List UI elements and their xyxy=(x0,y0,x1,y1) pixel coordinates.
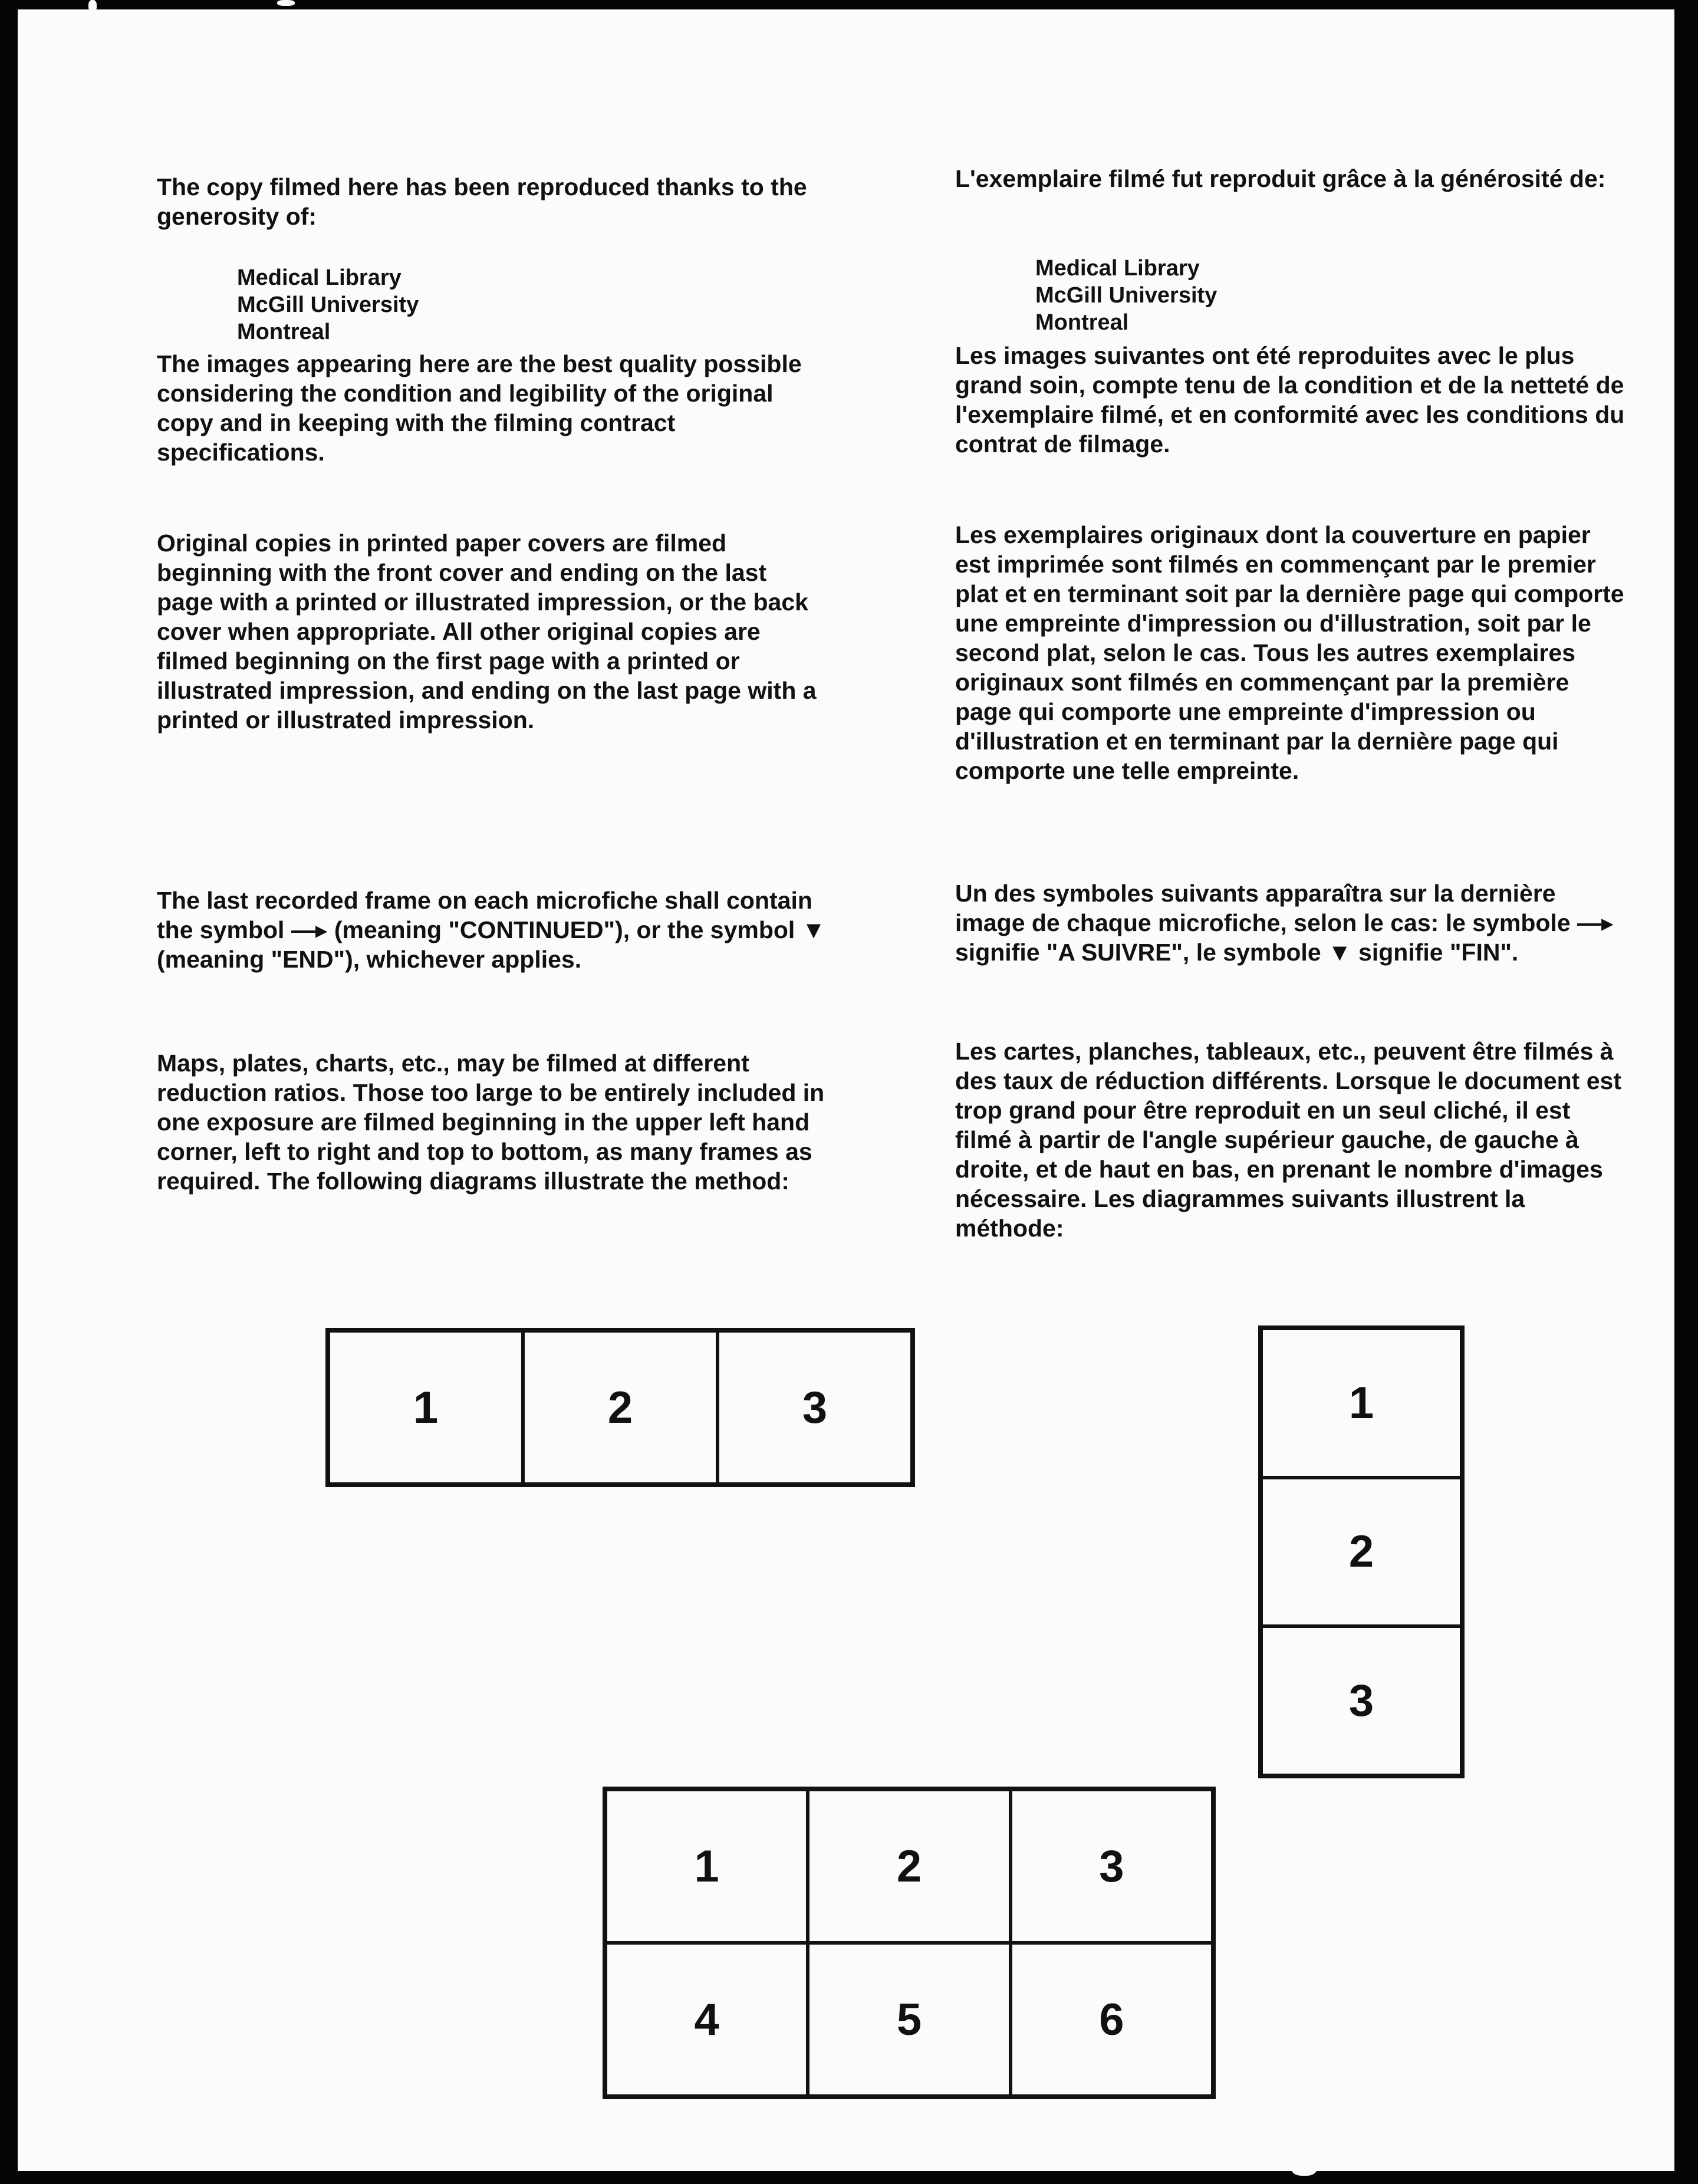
frame-cell: 6 xyxy=(1011,1943,1213,2096)
frame-cell: 3 xyxy=(1011,1790,1213,1943)
institution-line: Medical Library xyxy=(1035,256,1200,281)
frame-cell: 1 xyxy=(1261,1328,1462,1478)
symbols-text: signifie "A SUIVRE", le symbole xyxy=(955,939,1321,966)
french-quality-paragraph: Les images suivantes ont été reproduites avec le plus grand soin, compte tenu de la condition et de la netteté de l'exemplaire filmé, et en conformité avec les conditions du contrat de filmage. xyxy=(955,342,1625,458)
film-speck xyxy=(277,0,295,6)
symbols-text: The last recorded frame on each microfiche shall contain the symbol xyxy=(157,887,812,943)
institution-line: Medical Library xyxy=(237,265,402,290)
symbols-text: signifie "FIN". xyxy=(1358,939,1519,966)
institution-line: Montreal xyxy=(237,320,331,344)
frame-cell: 3 xyxy=(718,1331,912,1484)
film-speck xyxy=(1291,2158,1317,2176)
arrow-icon: —▸ xyxy=(1577,909,1614,936)
english-covers-paragraph: Original copies in printed paper covers are filmed beginning with the front cover and ending on the last page with a printed or illustrated impression, or the back cover when appropriate. All other original copies are filmed beginning on the first page with a printed or illustrated impression, and ending on the last page with a printed or illustrated impression. xyxy=(157,529,817,734)
film-speck xyxy=(88,0,97,12)
english-institution xyxy=(157,264,909,346)
vertical-frames-diagram xyxy=(1258,1325,1465,1778)
triangle-icon: ▼ xyxy=(1328,939,1352,966)
institution-line: McGill University xyxy=(237,292,419,317)
english-column xyxy=(157,172,829,231)
arrow-icon: —▸ xyxy=(291,916,328,943)
triangle-icon: ▼ xyxy=(801,916,826,943)
frame-cell: 1 xyxy=(328,1331,523,1484)
grid-frames-diagram xyxy=(603,1787,1216,2099)
horizontal-frames-diagram xyxy=(325,1328,915,1487)
french-covers-paragraph: Les exemplaires originaux dont la couverture en papier est imprimée sont filmés en commençant par le premier plat et en terminant soit par la dernière page qui comporte une empreinte d'impression ou d'illustration, soit par le second plat, selon le cas. Tous les autres exemplaires originaux sont filmés en commençant par la première page qui comporte une empreinte d'impression ou d'illustration et en terminant par la dernière page qui comporte une telle empreinte. xyxy=(955,521,1624,784)
frame-cell: 2 xyxy=(523,1331,718,1484)
english-intro: The copy filmed here has been reproduced thanks to the generosity of: xyxy=(157,173,807,230)
frame-cell: 3 xyxy=(1261,1626,1462,1775)
institution-line: Montreal xyxy=(1035,310,1129,335)
symbols-text: Un des symboles suivants apparaîtra sur la dernière image de chaque microfiche, selon le cas: le symbole xyxy=(955,880,1571,936)
english-symbols-paragraph xyxy=(157,886,829,974)
page xyxy=(18,9,1674,2171)
frame-cell: 2 xyxy=(808,1790,1010,1943)
french-symbols-paragraph xyxy=(955,879,1627,967)
frame-cell: 5 xyxy=(808,1943,1010,2096)
french-intro: L'exemplaire filmé fut reproduit grâce à la générosité de: xyxy=(955,165,1606,192)
symbols-text: (meaning "CONTINUED"), or the symbol xyxy=(334,916,795,943)
french-institution xyxy=(955,255,1698,336)
frame-cell: 2 xyxy=(1261,1478,1462,1627)
frame-cell: 4 xyxy=(606,1943,808,2096)
frame-cell: 1 xyxy=(606,1790,808,1943)
symbols-text: (meaning "END"), whichever applies. xyxy=(157,946,582,973)
english-maps-paragraph: Maps, plates, charts, etc., may be filmed at different reduction ratios. Those too large to be entirely included in one exposure are filmed beginning in the upper left hand corner, left to right and top to bottom, as many frames as required. The following diagrams illustrate the method: xyxy=(157,1050,825,1195)
french-maps-paragraph: Les cartes, planches, tableaux, etc., peuvent être filmés à des taux de réduction différents. Lorsque le document est trop grand pour être reproduit en un seul cliché, il est filmé à partir de l'angle supérieur gauche, de gauche à droite, et de haut en bas, en prenant le nombre d'images nécessaire. Les diagrammes suivants illustrent la méthode: xyxy=(955,1038,1621,1242)
institution-line: McGill University xyxy=(1035,283,1217,308)
english-quality-paragraph: The images appearing here are the best quality possible considering the condition and legibility of the original copy and in keeping with the filming contract specifications. xyxy=(157,350,802,466)
